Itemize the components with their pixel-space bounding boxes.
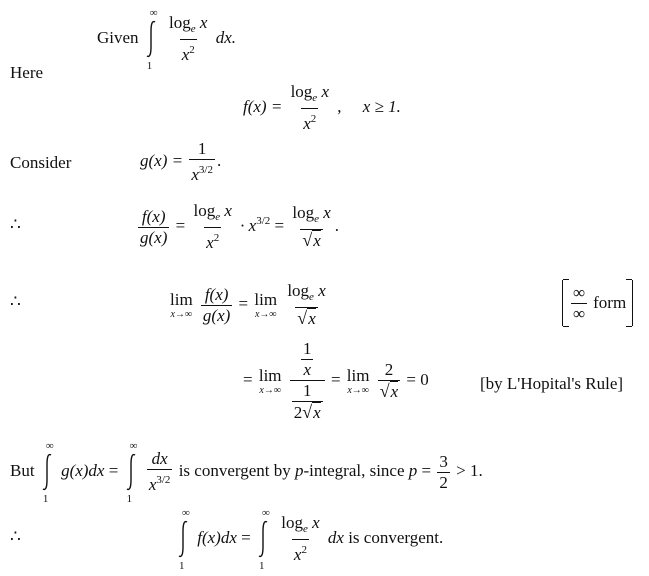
fraction: $\frac{\log_e x}{√x}$ <box>292 203 331 250</box>
fraction: $\frac{1}{x^{3/2}}$ <box>191 139 213 184</box>
f-definition: f(x) = $\frac{\log_e x}{x^2}$ , x ≥ 1. <box>243 82 401 133</box>
conclusion-line: ∞ 1 f(x)dx = ∞ 1 $\frac{\log_e x}{x^2}$ dx is convergent. <box>175 514 443 564</box>
limit-line-1: lim x→∞ $\frac{f(x)}{g(x)}$ = lim x→∞ $\frac{\log_e x}{√x}$ <box>170 281 326 328</box>
compound-fraction: $\frac{\frac{1}{x}}{\frac{1}{2√x}}$ <box>290 340 325 422</box>
fraction: $\frac{\infty}{\infty}$ <box>573 282 586 323</box>
fraction: $\frac{\log_e x}{x^2}$ <box>169 13 208 64</box>
lower-limit: 1 <box>146 60 153 72</box>
limit-operator: lim x→∞ <box>254 290 278 320</box>
integral-sign-icon <box>143 7 159 72</box>
integral-sign-icon: ∞ 1 <box>126 440 138 505</box>
lhopital-note: [by L'Hopital's Rule] <box>480 374 624 393</box>
integral-sign-icon: ∞ 1 <box>42 440 54 505</box>
fraction: $\frac{\log_e x}{x^2}$ <box>290 82 329 133</box>
fraction: $\frac{\log_e x}{x^2}$ <box>193 201 232 252</box>
therefore-symbol: ∴ <box>10 527 21 546</box>
indeterminate-form: $\frac{\infty}{\infty}$ form <box>562 280 633 326</box>
ratio-line: $\frac{f(x)}{g(x)}$ = $\frac{\log_e x}{x^2}$ · $x^{3/2}$ = $\frac{\log_e x}{√x}$ . <box>140 201 340 252</box>
fraction: $\frac{dx}{x^{3/2}}$ <box>148 449 171 494</box>
fraction: $\frac{\log_e x}{√x}$ <box>287 281 326 328</box>
fraction: $\frac{\log_e x}{x^2}$ <box>281 513 320 564</box>
limit-line-2: = lim x→∞ $\frac{\frac{1}{x}}{\frac{1}{2√x}}$ = lim x→∞ $\frac{2}{√x}$ = 0 <box>243 339 429 422</box>
fraction: $\frac{f(x)}{g(x)}$ <box>202 284 231 325</box>
upper-limit: ∞ <box>149 7 158 19</box>
consider-word: Consider <box>10 153 72 172</box>
limit-operator: lim x→∞ <box>170 290 193 320</box>
f-lhs: f(x) = <box>243 96 283 116</box>
condition: x ≥ 1. <box>362 96 401 116</box>
fraction: $\frac{2}{√x}$ <box>379 360 399 401</box>
therefore-symbol: ∴ <box>10 292 21 311</box>
therefore-symbol: ∴ <box>10 215 21 234</box>
fraction: $\frac{3}{2}$ <box>439 451 448 492</box>
fraction: $\frac{f(x)}{g(x)}$ <box>140 206 168 247</box>
integral-sign-icon: ∞ 1 <box>258 507 270 572</box>
given-word: Given <box>97 27 139 47</box>
g-lhs: g(x) = <box>140 150 184 170</box>
integral-sign-icon: ∞ 1 <box>179 507 190 572</box>
but-word: But <box>10 460 35 480</box>
here-word: Here <box>10 63 44 82</box>
convergence-line: But ∞ 1 g(x)dx = ∞ 1 $\frac{dx}{x^{3/2}}$ is convergent by p-integral, since p = $\frac{3}{2}$ > 1. <box>10 440 483 505</box>
limit-operator: lim x→∞ <box>258 366 282 396</box>
limit-operator: lim x→∞ <box>346 366 370 396</box>
g-definition: g(x) = $\frac{1}{x^{3/2}}$ . <box>140 139 222 184</box>
given-line <box>97 7 237 72</box>
dx-label: dx. <box>215 27 237 47</box>
